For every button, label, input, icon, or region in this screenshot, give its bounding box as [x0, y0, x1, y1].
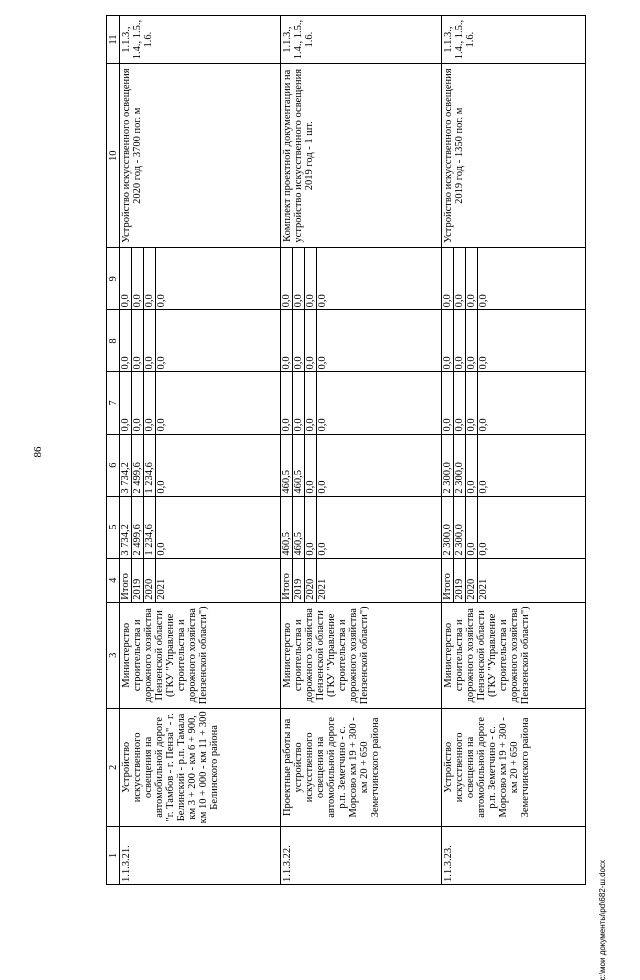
amount-value: 2 300,0	[442, 435, 454, 496]
col-header: 1	[107, 826, 120, 884]
amounts-cell	[442, 372, 586, 434]
table-row	[120, 16, 281, 885]
amount-value: 0,0	[305, 435, 317, 496]
amount-value: 0,0	[466, 248, 478, 309]
year-value: 2019	[454, 559, 466, 602]
amount-value: 0,0	[156, 356, 167, 370]
row-number: 1.1.3.22.	[281, 826, 442, 884]
amount-value: 0,0	[478, 480, 490, 494]
col-header: 4	[107, 558, 120, 602]
amount-value: 0,0	[478, 418, 490, 432]
year-value: 2020	[305, 559, 317, 602]
amount-value: 3 734,2	[120, 497, 132, 558]
amounts-cell	[120, 310, 281, 372]
executor: Министерство строительства и дорожного хозяйства Пензенской области (ГКУ "Управление строительства и дорожного хозяйства Пензенской области")	[120, 602, 281, 708]
amount-value: 0,0	[317, 294, 329, 308]
amount-value: 1 234,6	[144, 435, 156, 496]
years-cell	[442, 558, 586, 602]
indicators: 1.1.3., 1.4., 1.5., 1.6.	[120, 16, 281, 64]
amount-value: 2 300,0	[454, 497, 466, 558]
amount-value: 0,0	[317, 418, 329, 432]
amount-value: 0,0	[305, 310, 317, 371]
col-header: 6	[107, 434, 120, 496]
amount-value: 0,0	[454, 248, 466, 309]
amount-value: 0,0	[120, 310, 132, 371]
col-header: 3	[107, 602, 120, 708]
amount-value: 460,5	[281, 497, 293, 558]
amount-value: 2 499,6	[132, 435, 144, 496]
amount-value: 0,0	[120, 372, 132, 433]
amount-value: 460,5	[281, 435, 293, 496]
amount-value: 2 499,6	[132, 497, 144, 558]
amounts-cell	[120, 496, 281, 558]
amounts-cell	[281, 372, 442, 434]
program-table	[106, 15, 586, 885]
expected-result: Устройство искусственного освещения 2019 год - 1350 пог. м	[442, 64, 586, 248]
expected-result: Комплект проектной документации на устройство искусственного освещения 2019 год - 1 шт.	[281, 64, 442, 248]
amount-value: 0,0	[478, 294, 490, 308]
measure-name: Устройство искусственного освещения на автомобильной дороге р.п. Земетчино - с. Морсово км 19 + 300 - км 20 + 650 Земетчинского района	[442, 708, 586, 826]
amount-value: 0,0	[466, 372, 478, 433]
year-value: 2021	[317, 578, 329, 600]
amount-value: 0,0	[144, 248, 156, 309]
amount-value: 460,5	[293, 497, 305, 558]
amounts-cell	[281, 310, 442, 372]
col-header: 10	[107, 64, 120, 248]
amount-value: 0,0	[317, 542, 329, 556]
amount-value: 0,0	[317, 356, 329, 370]
year-value: 2019	[132, 559, 144, 602]
amounts-cell	[442, 248, 586, 310]
amounts-cell	[442, 496, 586, 558]
amount-value: 0,0	[454, 372, 466, 433]
amount-value: 0,0	[281, 248, 293, 309]
amount-value: 0,0	[281, 372, 293, 433]
amount-value: 0,0	[144, 310, 156, 371]
amount-value: 0,0	[466, 310, 478, 371]
header-row	[107, 16, 120, 885]
year-value: 2020	[144, 559, 156, 602]
year-value: 2020	[466, 559, 478, 602]
amount-value: 2 300,0	[454, 435, 466, 496]
col-header: 8	[107, 310, 120, 372]
amount-value: 0,0	[293, 372, 305, 433]
amount-value: 0,0	[156, 480, 167, 494]
amount-value: 0,0	[156, 542, 167, 556]
amount-value: 0,0	[478, 356, 490, 370]
years-cell	[120, 558, 281, 602]
executor: Министерство строительства и дорожного хозяйства Пензенской области (ГКУ "Управление строительства и дорожного хозяйства Пензенской области")	[442, 602, 586, 708]
amounts-cell	[281, 248, 442, 310]
measure-name: Проектные работы на устройство искусственного освещения на автомобильной дороге р.п. Земетчино - с. Морсово км 19 + 300 - км 20 + 650 Земетчинского района	[281, 708, 442, 826]
years-cell	[281, 558, 442, 602]
amount-value: 0,0	[442, 310, 454, 371]
indicators: 1.1.3., 1.4., 1.5., 1.6.	[442, 16, 586, 64]
amount-value: 0,0	[305, 497, 317, 558]
amount-value: 0,0	[132, 372, 144, 433]
amount-value: 0,0	[281, 310, 293, 371]
page-number: 86	[32, 446, 44, 458]
amount-value: 0,0	[293, 248, 305, 309]
amount-value: 0,0	[466, 497, 478, 558]
amount-value: 0,0	[305, 248, 317, 309]
footer-file-path: c:\мои документы\pd\682-ш.docx	[598, 860, 607, 980]
amounts-cell	[442, 434, 586, 496]
amounts-cell	[281, 496, 442, 558]
table-row	[442, 16, 586, 885]
amounts-cell	[120, 248, 281, 310]
col-header: 2	[107, 708, 120, 826]
row-number: 1.1.3.23.	[442, 826, 586, 884]
indicators: 1.1.3., 1.4., 1.5., 1.6.	[281, 16, 442, 64]
amount-value: 3 734,2	[120, 435, 132, 496]
amount-value: 0,0	[442, 248, 454, 309]
year-value: 2021	[156, 578, 167, 600]
amount-value: 0,0	[454, 310, 466, 371]
amount-value: 1 234,6	[144, 497, 156, 558]
amount-value: 0,0	[156, 294, 167, 308]
amount-value: 2 300,0	[442, 497, 454, 558]
table-row	[281, 16, 442, 885]
year-value: Итого	[281, 559, 293, 602]
measure-name: Устройство искусственного освещения на автомобильной дороге "г. Тамбов - г. Пенза" - г. Белинский - р.п. Тамала км 3 + 200 - км 6 + 900, км 10 + 000 - км 11 + 300 Белинского района	[120, 708, 281, 826]
amount-value: 460,5	[293, 435, 305, 496]
amount-value: 0,0	[442, 372, 454, 433]
amounts-cell	[442, 310, 586, 372]
col-header: 11	[107, 16, 120, 64]
amount-value: 0,0	[305, 372, 317, 433]
amounts-cell	[120, 434, 281, 496]
amount-value: 0,0	[132, 248, 144, 309]
year-value: 2021	[478, 578, 490, 600]
amount-value: 0,0	[132, 310, 144, 371]
amount-value: 0,0	[156, 418, 167, 432]
year-value: 2019	[293, 559, 305, 602]
amount-value: 0,0	[144, 372, 156, 433]
amount-value: 0,0	[120, 248, 132, 309]
col-header: 7	[107, 372, 120, 434]
executor: Министерство строительства и дорожного хозяйства Пензенской области (ГКУ "Управление строительства и дорожного хозяйства Пензенской области")	[281, 602, 442, 708]
year-value: Итого	[120, 559, 132, 602]
amounts-cell	[281, 434, 442, 496]
row-number: 1.1.3.21.	[120, 826, 281, 884]
amount-value: 0,0	[317, 480, 329, 494]
amounts-cell	[120, 372, 281, 434]
amount-value: 0,0	[478, 542, 490, 556]
amount-value: 0,0	[293, 310, 305, 371]
col-header: 9	[107, 248, 120, 310]
col-header: 5	[107, 496, 120, 558]
expected-result: Устройство искусственного освещения 2020 год - 3700 пог. м	[120, 64, 281, 248]
amount-value: 0,0	[466, 435, 478, 496]
rotated-table-container	[106, 15, 586, 885]
year-value: Итого	[442, 559, 454, 602]
